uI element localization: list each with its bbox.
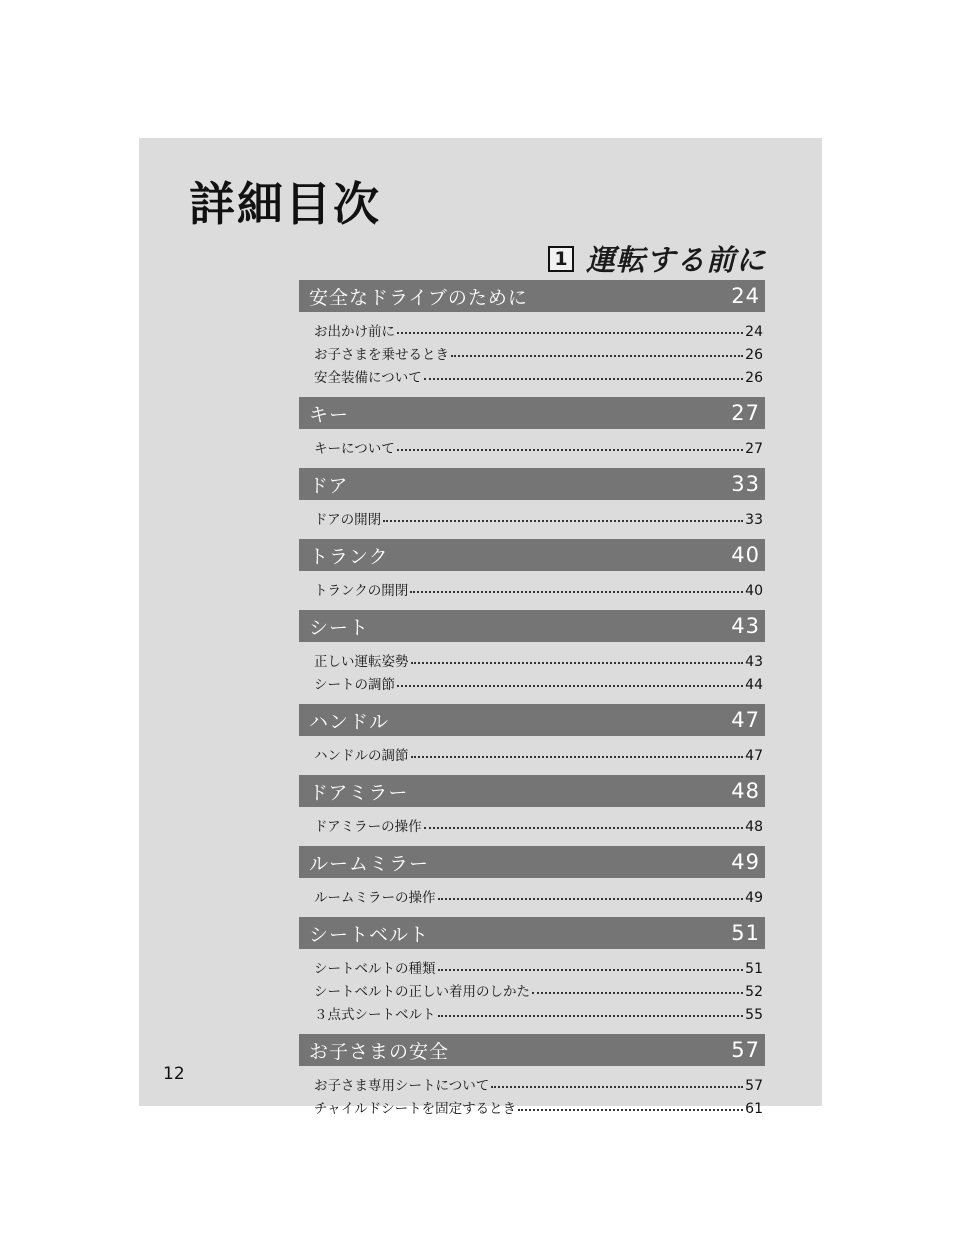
toc-section bbox=[299, 397, 765, 468]
section-header[interactable] bbox=[299, 610, 765, 642]
section-header[interactable] bbox=[299, 397, 765, 429]
entry-title: ３点式シートベルト bbox=[314, 1007, 436, 1023]
page-title: 詳細目次 bbox=[189, 177, 381, 231]
section-spacer bbox=[299, 528, 765, 539]
entry-page-number: 49 bbox=[745, 890, 763, 906]
section-header[interactable] bbox=[299, 846, 765, 878]
table-of-contents bbox=[299, 280, 765, 1128]
section-spacer bbox=[299, 906, 765, 917]
entry-list bbox=[299, 429, 765, 457]
dot-leader bbox=[397, 449, 743, 451]
entry-page-number: 44 bbox=[745, 677, 763, 693]
section-page-number: 57 bbox=[731, 1038, 760, 1062]
entry-page-number: 43 bbox=[745, 654, 763, 670]
page-number: 12 bbox=[163, 1064, 185, 1084]
entry-title: ドアの開閉 bbox=[314, 512, 382, 528]
entry-page-number: 47 bbox=[745, 748, 763, 764]
entry-title: キーについて bbox=[314, 441, 395, 457]
section-title: お子さまの安全 bbox=[309, 1040, 450, 1063]
chapter-number-badge: 1 bbox=[548, 246, 574, 272]
toc-section bbox=[299, 1034, 765, 1128]
toc-entry[interactable] bbox=[314, 434, 763, 457]
entry-title: シートベルトの正しい着用のしかた bbox=[314, 984, 530, 1000]
entry-list bbox=[299, 312, 765, 386]
entry-title: トランクの開閉 bbox=[314, 583, 409, 599]
entry-title: チャイルドシートを固定するとき bbox=[314, 1101, 517, 1117]
section-header[interactable] bbox=[299, 917, 765, 949]
section-header[interactable] bbox=[299, 539, 765, 571]
dot-leader bbox=[438, 969, 744, 971]
entry-list bbox=[299, 500, 765, 528]
entry-title: 安全装備について bbox=[314, 370, 422, 386]
toc-entry[interactable] bbox=[314, 670, 763, 693]
toc-section bbox=[299, 610, 765, 704]
dot-leader bbox=[411, 662, 744, 664]
dot-leader bbox=[411, 756, 744, 758]
entry-list bbox=[299, 878, 765, 906]
dot-leader bbox=[451, 355, 743, 357]
dot-leader bbox=[424, 827, 744, 829]
entry-page-number: 55 bbox=[745, 1007, 763, 1023]
section-header[interactable] bbox=[299, 775, 765, 807]
entry-title: ドアミラーの操作 bbox=[314, 819, 422, 835]
entry-page-number: 26 bbox=[745, 370, 763, 386]
section-page-number: 43 bbox=[731, 614, 760, 638]
dot-leader bbox=[532, 992, 743, 994]
dot-leader bbox=[383, 520, 743, 522]
toc-entry[interactable] bbox=[314, 340, 763, 363]
entry-page-number: 51 bbox=[745, 961, 763, 977]
section-title: ハンドル bbox=[309, 710, 390, 733]
dot-leader bbox=[397, 332, 743, 334]
toc-section bbox=[299, 846, 765, 917]
section-title: ドア bbox=[309, 474, 349, 497]
section-title: ルームミラー bbox=[309, 852, 430, 875]
section-title: 安全なドライブのために bbox=[309, 286, 528, 309]
toc-entry[interactable] bbox=[314, 977, 763, 1000]
section-spacer bbox=[299, 1117, 765, 1128]
toc-section bbox=[299, 280, 765, 397]
section-header[interactable] bbox=[299, 468, 765, 500]
section-spacer bbox=[299, 764, 765, 775]
section-spacer bbox=[299, 599, 765, 610]
toc-section bbox=[299, 539, 765, 610]
section-page-number: 33 bbox=[731, 472, 760, 496]
section-title: トランク bbox=[309, 545, 389, 568]
section-page-number: 51 bbox=[731, 921, 760, 945]
entry-list bbox=[299, 642, 765, 693]
entry-page-number: 48 bbox=[745, 819, 763, 835]
entry-title: ルームミラーの操作 bbox=[314, 890, 436, 906]
section-header[interactable] bbox=[299, 280, 765, 312]
toc-entry[interactable] bbox=[314, 954, 763, 977]
section-title: ドアミラー bbox=[309, 781, 409, 804]
toc-section bbox=[299, 468, 765, 539]
entry-page-number: 27 bbox=[745, 441, 763, 457]
toc-section bbox=[299, 917, 765, 1034]
toc-entry[interactable] bbox=[314, 1071, 763, 1094]
dot-leader bbox=[438, 898, 744, 900]
section-title: シート bbox=[309, 616, 370, 639]
entry-page-number: 26 bbox=[745, 347, 763, 363]
section-title: キー bbox=[309, 403, 350, 426]
chapter-heading bbox=[548, 238, 766, 279]
entry-list bbox=[299, 807, 765, 835]
section-page-number: 40 bbox=[731, 543, 760, 567]
section-page-number: 27 bbox=[731, 401, 760, 425]
dot-leader bbox=[438, 1015, 744, 1017]
entry-list bbox=[299, 736, 765, 764]
section-spacer bbox=[299, 693, 765, 704]
dot-leader bbox=[518, 1109, 743, 1111]
toc-entry[interactable] bbox=[314, 576, 763, 599]
entry-title: お子さまを乗せるとき bbox=[314, 347, 449, 363]
section-spacer bbox=[299, 835, 765, 846]
entry-page-number: 40 bbox=[745, 583, 763, 599]
entry-list bbox=[299, 1066, 765, 1117]
section-page-number: 48 bbox=[731, 779, 760, 803]
entry-title: シートベルトの種類 bbox=[314, 961, 436, 977]
section-page-number: 49 bbox=[731, 850, 760, 874]
entry-page-number: 61 bbox=[745, 1101, 763, 1117]
toc-entry[interactable] bbox=[314, 647, 763, 670]
entry-title: ハンドルの調節 bbox=[314, 748, 409, 764]
section-spacer bbox=[299, 457, 765, 468]
chapter-title: 運転する前に bbox=[585, 243, 766, 277]
entry-page-number: 24 bbox=[745, 324, 763, 340]
toc-entry[interactable] bbox=[314, 1000, 763, 1023]
toc-section bbox=[299, 704, 765, 775]
toc-entry[interactable] bbox=[314, 363, 763, 386]
manual-page bbox=[139, 138, 822, 1117]
section-page-number: 24 bbox=[731, 284, 760, 308]
entry-page-number: 52 bbox=[745, 984, 763, 1000]
entry-list bbox=[299, 949, 765, 1023]
dot-leader bbox=[397, 685, 743, 687]
dot-leader bbox=[424, 378, 743, 380]
toc-entry[interactable] bbox=[314, 317, 763, 340]
entry-title: 正しい運転姿勢 bbox=[314, 654, 409, 670]
toc-entry[interactable] bbox=[314, 812, 763, 835]
entry-title: お出かけ前に bbox=[314, 324, 395, 340]
section-header[interactable] bbox=[299, 704, 765, 736]
entry-page-number: 33 bbox=[745, 512, 763, 528]
section-title: シートベルト bbox=[309, 923, 430, 946]
dot-leader bbox=[491, 1086, 743, 1088]
section-spacer bbox=[299, 386, 765, 397]
toc-entry[interactable] bbox=[314, 505, 763, 528]
entry-title: シートの調節 bbox=[314, 677, 395, 693]
toc-entry[interactable] bbox=[314, 883, 763, 906]
entry-page-number: 57 bbox=[745, 1078, 763, 1094]
entry-title: お子さま専用シートについて bbox=[314, 1078, 490, 1094]
section-spacer bbox=[299, 1023, 765, 1034]
dot-leader bbox=[410, 591, 743, 593]
toc-section bbox=[299, 775, 765, 846]
section-header[interactable] bbox=[299, 1034, 765, 1066]
toc-entry[interactable] bbox=[314, 1094, 763, 1117]
toc-entry[interactable] bbox=[314, 741, 763, 764]
entry-list bbox=[299, 571, 765, 599]
section-page-number: 47 bbox=[731, 708, 760, 732]
